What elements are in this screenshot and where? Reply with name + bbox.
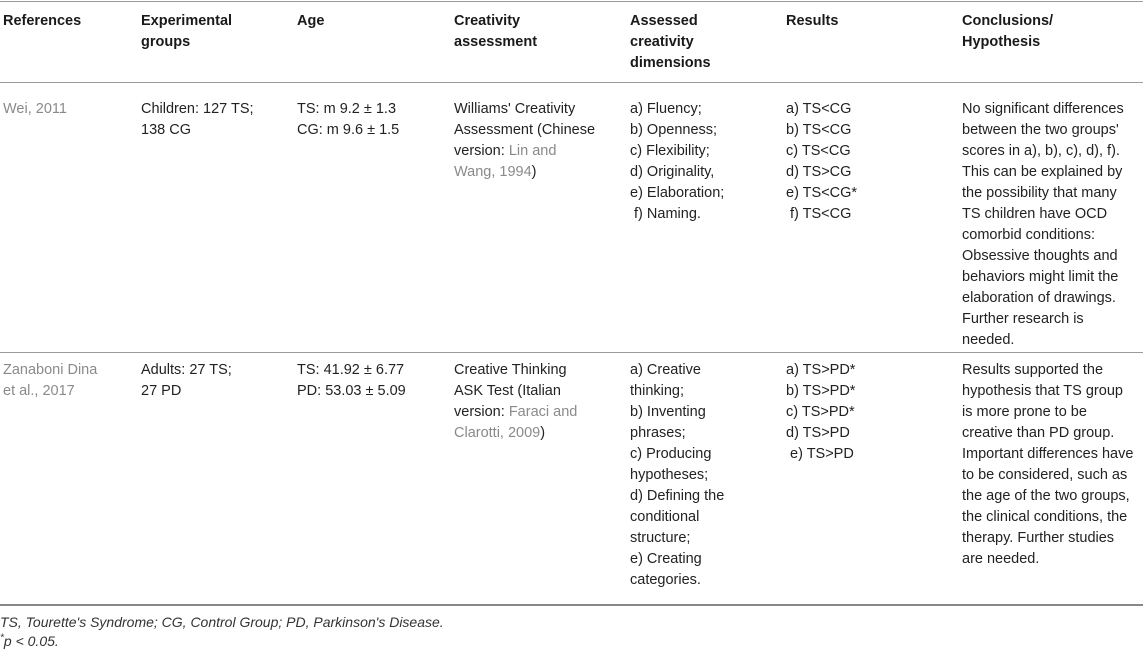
- row2-groups: Adults: 27 TS; 27 PD: [141, 362, 232, 399]
- row2-reference: Zanaboni Dina et al., 2017: [3, 362, 98, 399]
- row2-dimensions: a) Creative thinking; b) Inventing phrases; c) Producing hypotheses; d) Defining the conditional structure; e) Creating categories.: [630, 362, 725, 588]
- row2-assessment: Creative Thinking ASK Test (Italian version: Faraci and Clarotti, 2009): [454, 362, 578, 441]
- citation-link[interactable]: Clarotti, 2009: [454, 425, 541, 441]
- header-references: References: [3, 13, 82, 29]
- row1-results: a) TS<CG b) TS<CG c) TS<CG d) TS>CG e) TS<CG* f) TS<CG: [786, 101, 858, 222]
- row1-groups: Children: 127 TS; 138 CG: [141, 101, 254, 138]
- row1-reference: Wei, 2011: [3, 101, 67, 117]
- citation-link[interactable]: Wang, 1994: [454, 164, 532, 180]
- header-results: Results: [786, 13, 839, 29]
- row2-age: TS: 41.92 ± 6.77 PD: 53.03 ± 5.09: [297, 362, 406, 399]
- citation-link[interactable]: Lin and: [508, 143, 557, 159]
- row1-dimensions: a) Fluency; b) Openness; c) Flexibility; d) Originality, e) Elaboration; f) Naming.: [630, 101, 725, 222]
- header-conclusions: Conclusions/ Hypothesis: [962, 13, 1054, 50]
- table-top-rule: [0, 1, 1143, 2]
- header-creativity-assessment: Creativity assessment: [454, 13, 538, 50]
- header-rule: [0, 82, 1143, 83]
- header-experimental-groups: Experimental groups: [141, 13, 233, 50]
- row1-age: TS: m 9.2 ± 1.3 CG: m 9.6 ± 1.5: [297, 101, 400, 138]
- footnote-significance: *p < 0.05.: [0, 632, 59, 649]
- table-bottom-rule: [0, 604, 1143, 606]
- row1-assessment: Williams' Creativity Assessment (Chinese version: Lin and Wang, 1994): [454, 101, 596, 180]
- row2-results: a) TS>PD* b) TS>PD* c) TS>PD* d) TS>PD e) TS>PD: [786, 362, 856, 462]
- citation-link[interactable]: Faraci and: [508, 404, 578, 420]
- header-age: Age: [297, 13, 325, 29]
- row1-conclusions: No significant differences between the two groups' scores in a), b), c), d), f). This can be explained by the possibility that many TS children have OCD comorbid conditions: Obsessive thoughts and behaviors might limit the elaboration of drawings. Further research is needed.: [962, 101, 1124, 348]
- row2-conclusions: Results supported the hypothesis that TS group is more prone to be creative than PD group. Important differences have to be considered, such as the age of the two groups, the clinical conditions, the therapy. Further studies are needed.: [962, 362, 1134, 567]
- footnote-abbreviations: TS, Tourette's Syndrome; CG, Control Group; PD, Parkinson's Disease.: [0, 614, 444, 630]
- row-separator: [0, 352, 1143, 353]
- header-assessed-dimensions: Assessed creativity dimensions: [630, 13, 711, 71]
